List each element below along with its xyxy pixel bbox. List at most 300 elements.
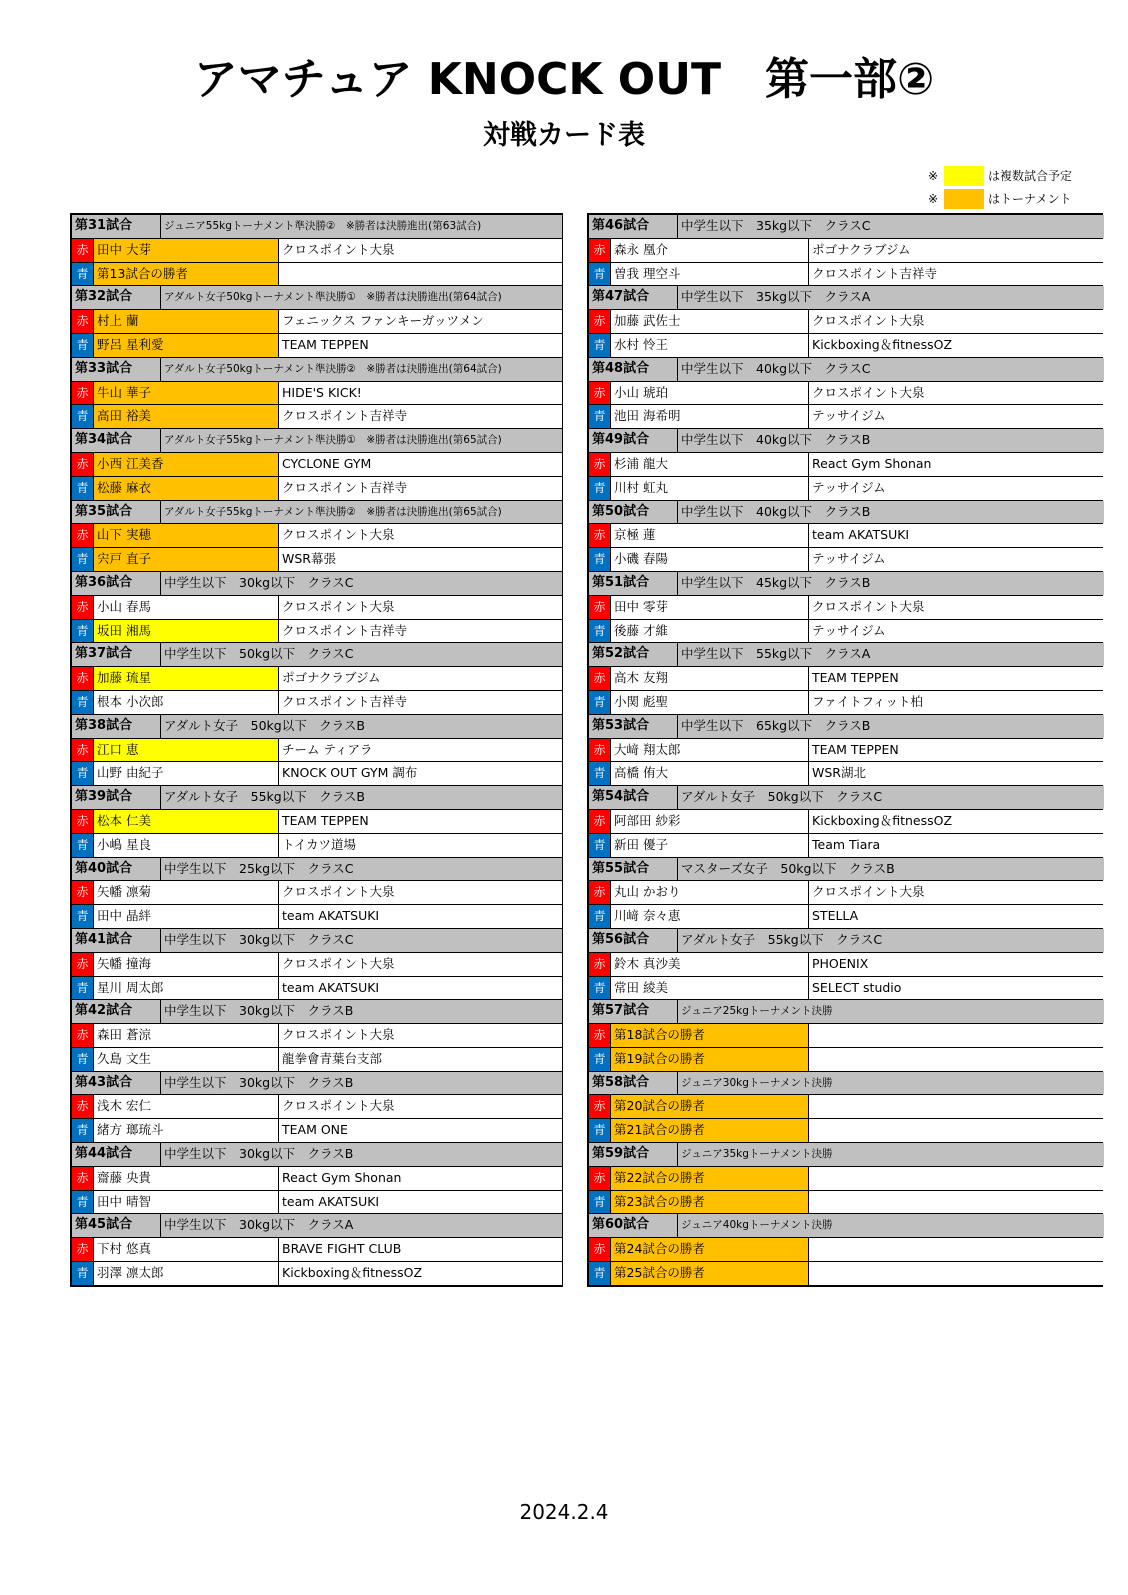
match-number: 第52試合	[589, 643, 677, 666]
fighter-name: 松藤 麻衣	[97, 479, 151, 495]
fighter-name: 第20試合の勝者	[614, 1098, 705, 1114]
fighter-gym: Kickboxing＆fitnessOZ	[809, 810, 1104, 833]
fighter-name: 久島 文生	[97, 1050, 151, 1066]
red-corner-fighter	[72, 739, 278, 762]
blue-corner-fighter	[72, 691, 278, 714]
match-number: 第36試合	[72, 572, 160, 595]
red-corner-fighter	[589, 239, 808, 262]
match-division: 中学生以下 35kg以下 クラスA	[678, 286, 1104, 309]
fighter-name: 田中 零芽	[614, 598, 668, 614]
red-corner-badge: 赤	[589, 453, 611, 476]
blue-corner-fighter	[589, 1048, 808, 1071]
legend-note-mark: ※	[928, 192, 939, 206]
fighter-name: 星川 周太郎	[97, 979, 164, 995]
match-division: マスターズ女子 50kg以下 クラスB	[678, 858, 1104, 881]
fighter-name: 緒方 瑯琉斗	[97, 1122, 164, 1138]
match-number: 第53試合	[589, 715, 677, 738]
fighter-name: 高木 友翔	[614, 670, 668, 686]
red-corner-fighter	[589, 310, 808, 333]
blue-corner-badge: 青	[589, 1191, 611, 1214]
blue-corner-fighter	[72, 477, 278, 500]
fighter-gym: TEAM TEPPEN	[809, 667, 1104, 690]
match-division: 中学生以下 30kg以下 クラスA	[161, 1214, 562, 1237]
red-corner-fighter	[589, 596, 808, 619]
fighter-name: 川村 虹丸	[614, 479, 668, 495]
red-corner-badge: 赤	[589, 239, 611, 262]
fighter-gym: TEAM TEPPEN	[809, 739, 1104, 762]
match-number: 第49試合	[589, 429, 677, 452]
fighter-gym	[809, 1048, 1104, 1071]
match-number: 第60試合	[589, 1214, 677, 1237]
match-number: 第54試合	[589, 786, 677, 809]
fighter-name: 第13試合の勝者	[97, 265, 188, 281]
red-corner-badge: 赤	[589, 667, 611, 690]
fighter-name: 小磯 春陽	[614, 551, 668, 567]
red-corner-fighter	[72, 1024, 278, 1047]
fighter-name: 池田 海希明	[614, 408, 681, 424]
blue-corner-badge: 青	[72, 1262, 94, 1285]
legend-multi-text: は複数試合予定	[988, 169, 1073, 183]
red-corner-badge: 赤	[72, 810, 94, 833]
blue-corner-fighter	[589, 905, 808, 928]
fighter-gym: クロスポイント吉祥寺	[279, 477, 562, 500]
red-corner-badge: 赤	[589, 382, 611, 405]
fighter-name: 曽我 理空斗	[614, 265, 681, 281]
page-title: アマチュア KNOCK OUT 第一部②	[193, 54, 935, 105]
red-corner-fighter	[589, 1095, 808, 1118]
blue-corner-fighter	[72, 762, 278, 785]
match-division: 中学生以下 30kg以下 クラスC	[161, 572, 562, 595]
match-division: 中学生以下 40kg以下 クラスC	[678, 358, 1104, 381]
fighter-gym: HIDE'S KICK!	[279, 382, 562, 405]
match-number: 第31試合	[72, 215, 160, 238]
fighter-gym: クロスポイント大泉	[809, 382, 1104, 405]
red-corner-fighter	[72, 524, 278, 547]
fighter-gym: TEAM TEPPEN	[279, 334, 562, 357]
fighter-name: 丸山 かおり	[614, 884, 681, 900]
fighter-name: 野呂 星利愛	[97, 336, 164, 352]
match-number: 第41試合	[72, 929, 160, 952]
legend-yellow-swatch	[944, 166, 984, 186]
fighter-gym: クロスポイント大泉	[279, 953, 562, 976]
red-corner-badge: 赤	[589, 596, 611, 619]
blue-corner-fighter	[589, 620, 808, 643]
red-corner-badge: 赤	[589, 881, 611, 904]
fighter-gym: KNOCK OUT GYM 調布	[279, 762, 562, 785]
fighter-name: 小嶋 星良	[97, 836, 151, 852]
match-table-left	[70, 213, 563, 1287]
match-number: 第32試合	[72, 286, 160, 309]
match-number: 第48試合	[589, 358, 677, 381]
blue-corner-fighter	[589, 977, 808, 1000]
match-division: 中学生以下 55kg以下 クラスA	[678, 643, 1104, 666]
match-number: 第43試合	[72, 1072, 160, 1095]
red-corner-fighter	[589, 1167, 808, 1190]
fighter-gym: Kickboxing＆fitnessOZ	[279, 1262, 562, 1285]
match-number: 第38試合	[72, 715, 160, 738]
red-corner-badge: 赤	[72, 382, 94, 405]
match-number: 第46試合	[589, 215, 677, 238]
fighter-name: 常田 綾美	[614, 979, 668, 995]
blue-corner-badge: 青	[589, 691, 611, 714]
red-corner-fighter	[589, 1238, 808, 1261]
red-corner-badge: 赤	[72, 1238, 94, 1261]
blue-corner-fighter	[589, 1262, 808, 1285]
red-corner-fighter	[72, 239, 278, 262]
blue-corner-badge: 青	[72, 762, 94, 785]
match-division: 中学生以下 40kg以下 クラスB	[678, 501, 1104, 524]
fighter-gym: クロスポイント大泉	[809, 881, 1104, 904]
legend-tournament-text: はトーナメント	[988, 192, 1072, 206]
blue-corner-fighter	[72, 977, 278, 1000]
match-number: 第50試合	[589, 501, 677, 524]
blue-corner-badge: 青	[589, 548, 611, 571]
fighter-name: 京極 蓮	[614, 527, 656, 543]
blue-corner-fighter	[72, 1048, 278, 1071]
fighter-name: 山下 実穂	[97, 527, 151, 543]
red-corner-badge: 赤	[589, 1167, 611, 1190]
fighter-gym	[809, 1238, 1104, 1261]
blue-corner-fighter	[589, 1119, 808, 1142]
fighter-gym: クロスポイント大泉	[279, 239, 562, 262]
blue-corner-fighter	[589, 691, 808, 714]
fighter-name: 後藤 才維	[614, 622, 668, 638]
fighter-gym	[809, 1191, 1104, 1214]
fighter-gym: WSR湖北	[809, 762, 1104, 785]
red-corner-badge: 赤	[72, 1167, 94, 1190]
match-division: ジュニア55kgトーナメント準決勝② ※勝者は決勝進出(第63試合)	[161, 215, 562, 238]
match-division: アダルト女子50kgトーナメント準決勝② ※勝者は決勝進出(第64試合)	[161, 358, 562, 381]
fighter-name: 田中 大芽	[97, 241, 151, 257]
fighter-name: 加藤 琉星	[97, 670, 151, 686]
fighter-name: 田中 晴智	[97, 1193, 151, 1209]
legend-orange-swatch	[944, 189, 984, 209]
blue-corner-fighter	[72, 1191, 278, 1214]
match-division: 中学生以下 35kg以下 クラスC	[678, 215, 1104, 238]
blue-corner-fighter	[589, 334, 808, 357]
match-division: 中学生以下 25kg以下 クラスC	[161, 858, 562, 881]
fighter-name: 川﨑 奈々恵	[614, 908, 681, 924]
match-division: 中学生以下 30kg以下 クラスC	[161, 929, 562, 952]
blue-corner-badge: 青	[72, 834, 94, 857]
match-number: 第37試合	[72, 643, 160, 666]
match-division: 中学生以下 50kg以下 クラスC	[161, 643, 562, 666]
red-corner-badge: 赤	[589, 1238, 611, 1261]
fighter-gym	[809, 1024, 1104, 1047]
fighter-gym: チーム ティアラ	[279, 739, 562, 762]
match-number: 第56試合	[589, 929, 677, 952]
red-corner-badge: 赤	[589, 810, 611, 833]
fighter-name: 松本 仁美	[97, 812, 151, 828]
fighter-gym: クロスポイント大泉	[279, 1095, 562, 1118]
fighter-name: 大﨑 翔太郎	[614, 741, 681, 757]
fighter-gym: PHOENIX	[809, 953, 1104, 976]
red-corner-fighter	[72, 453, 278, 476]
match-division: アダルト女子55kgトーナメント準決勝① ※勝者は決勝進出(第65試合)	[161, 429, 562, 452]
fighter-name: 加藤 武佐士	[614, 313, 681, 329]
red-corner-badge: 赤	[589, 310, 611, 333]
red-corner-fighter	[589, 739, 808, 762]
blue-corner-badge: 青	[589, 1048, 611, 1071]
blue-corner-fighter	[72, 834, 278, 857]
red-corner-badge: 赤	[589, 1095, 611, 1118]
fighter-gym: クロスポイント吉祥寺	[279, 691, 562, 714]
blue-corner-badge: 青	[72, 905, 94, 928]
match-number: 第40試合	[72, 858, 160, 881]
match-division: 中学生以下 40kg以下 クラスB	[678, 429, 1104, 452]
blue-corner-badge: 青	[589, 620, 611, 643]
match-division: 中学生以下 65kg以下 クラスB	[678, 715, 1104, 738]
match-division: アダルト女子 50kg以下 クラスC	[678, 786, 1104, 809]
fighter-name: 第19試合の勝者	[614, 1050, 705, 1066]
fighter-gym	[279, 263, 562, 286]
fighter-name: 矢幡 凛菊	[97, 884, 151, 900]
fighter-gym: 龍拳會青葉台支部	[279, 1048, 562, 1071]
blue-corner-badge: 青	[72, 1119, 94, 1142]
fighter-gym: team AKATSUKI	[279, 1191, 562, 1214]
red-corner-fighter	[589, 453, 808, 476]
fighter-gym: クロスポイント大泉	[809, 310, 1104, 333]
fighter-name: 江口 恵	[97, 741, 139, 757]
blue-corner-fighter	[72, 620, 278, 643]
blue-corner-fighter	[72, 905, 278, 928]
fighter-name: 牛山 華子	[97, 384, 151, 400]
blue-corner-badge: 青	[589, 334, 611, 357]
blue-corner-badge: 青	[589, 1119, 611, 1142]
red-corner-badge: 赤	[72, 310, 94, 333]
red-corner-badge: 赤	[72, 953, 94, 976]
blue-corner-badge: 青	[72, 1048, 94, 1071]
red-corner-fighter	[72, 1238, 278, 1261]
match-number: 第42試合	[72, 1000, 160, 1023]
fighter-name: 浅木 宏仁	[97, 1098, 151, 1114]
blue-corner-fighter	[589, 477, 808, 500]
blue-corner-badge: 青	[589, 905, 611, 928]
fighter-gym: テッサイジム	[809, 620, 1104, 643]
fighter-gym: team AKATSUKI	[279, 977, 562, 1000]
blue-corner-badge: 青	[589, 477, 611, 500]
blue-corner-badge: 青	[589, 405, 611, 428]
fighter-name: 新田 優子	[614, 836, 668, 852]
match-number: 第58試合	[589, 1072, 677, 1095]
blue-corner-fighter	[72, 1119, 278, 1142]
red-corner-badge: 赤	[589, 1024, 611, 1047]
blue-corner-fighter	[72, 1262, 278, 1285]
blue-corner-badge: 青	[589, 977, 611, 1000]
fighter-name: 宍戸 直子	[97, 551, 151, 567]
fighter-gym: TEAM ONE	[279, 1119, 562, 1142]
match-division: アダルト女子50kgトーナメント準決勝① ※勝者は決勝進出(第64試合)	[161, 286, 562, 309]
match-number: 第51試合	[589, 572, 677, 595]
fighter-gym: React Gym Shonan	[279, 1167, 562, 1190]
fighter-gym: Team Tiara	[809, 834, 1104, 857]
fighter-name: 小西 江美香	[97, 455, 164, 471]
match-table-right	[587, 213, 1103, 1287]
red-corner-badge: 赤	[72, 1095, 94, 1118]
fighter-name: 第24試合の勝者	[614, 1241, 705, 1257]
blue-corner-fighter	[72, 405, 278, 428]
page-subtitle: 対戦カード表	[483, 120, 645, 151]
match-division: 中学生以下 30kg以下 クラスB	[161, 1000, 562, 1023]
fighter-gym: CYCLONE GYM	[279, 453, 562, 476]
fighter-gym	[809, 1262, 1104, 1285]
fighter-name: 第23試合の勝者	[614, 1193, 705, 1209]
fighter-name: 第18試合の勝者	[614, 1027, 705, 1043]
fighter-name: 杉浦 龍大	[614, 455, 668, 471]
fighter-name: 矢幡 撞海	[97, 955, 151, 971]
blue-corner-badge: 青	[72, 405, 94, 428]
fighter-gym: テッサイジム	[809, 548, 1104, 571]
red-corner-fighter	[72, 310, 278, 333]
match-number: 第45試合	[72, 1214, 160, 1237]
blue-corner-fighter	[589, 1191, 808, 1214]
event-date: 2024.2.4	[519, 1500, 609, 1524]
fighter-gym: React Gym Shonan	[809, 453, 1104, 476]
match-division: アダルト女子 55kg以下 クラスC	[678, 929, 1104, 952]
red-corner-badge: 赤	[72, 239, 94, 262]
fighter-gym: STELLA	[809, 905, 1104, 928]
red-corner-badge: 赤	[72, 1024, 94, 1047]
red-corner-fighter	[589, 1024, 808, 1047]
red-corner-badge: 赤	[72, 739, 94, 762]
red-corner-fighter	[589, 382, 808, 405]
match-division: 中学生以下 30kg以下 クラスB	[161, 1072, 562, 1095]
match-division: ジュニア35kgトーナメント決勝	[678, 1143, 1104, 1166]
fighter-gym: ファイトフィット柏	[809, 691, 1104, 714]
fighter-gym: Kickboxing＆fitnessOZ	[809, 334, 1104, 357]
fighter-name: 阿部田 紗彩	[614, 812, 681, 828]
fighter-name: 森永 凰介	[614, 241, 668, 257]
fighter-gym: クロスポイント大泉	[809, 596, 1104, 619]
red-corner-badge: 赤	[72, 881, 94, 904]
match-number: 第47試合	[589, 286, 677, 309]
fighter-name: 下村 悠真	[97, 1241, 151, 1257]
fighter-gym: テッサイジム	[809, 477, 1104, 500]
fighter-name: 根本 小次郎	[97, 693, 164, 709]
fighter-name: 第25試合の勝者	[614, 1265, 705, 1281]
match-number: 第35試合	[72, 501, 160, 524]
fighter-gym: WSR幕張	[279, 548, 562, 571]
fighter-gym: トイカツ道場	[279, 834, 562, 857]
match-division: アダルト女子 55kg以下 クラスB	[161, 786, 562, 809]
red-corner-fighter	[72, 596, 278, 619]
fighter-name: 小山 琥珀	[614, 384, 668, 400]
blue-corner-badge: 青	[589, 263, 611, 286]
blue-corner-fighter	[589, 263, 808, 286]
red-corner-badge: 赤	[589, 524, 611, 547]
match-number: 第59試合	[589, 1143, 677, 1166]
fighter-name: 齋藤 央貴	[97, 1169, 151, 1185]
fighter-name: 坂田 湘馬	[97, 622, 151, 638]
fighter-gym: クロスポイント大泉	[279, 596, 562, 619]
match-number: 第33試合	[72, 358, 160, 381]
red-corner-fighter	[589, 953, 808, 976]
match-division: ジュニア25kgトーナメント決勝	[678, 1000, 1104, 1023]
fighter-gym: フェニックス ファンキーガッツメン	[279, 310, 562, 333]
fighter-name: 第22試合の勝者	[614, 1169, 705, 1185]
blue-corner-badge: 青	[72, 977, 94, 1000]
red-corner-fighter	[72, 1167, 278, 1190]
fighter-gym: クロスポイント大泉	[279, 1024, 562, 1047]
red-corner-badge: 赤	[72, 524, 94, 547]
match-number: 第39試合	[72, 786, 160, 809]
fighter-name: 森田 蒼涼	[97, 1027, 151, 1043]
blue-corner-badge: 青	[72, 477, 94, 500]
blue-corner-badge: 青	[72, 334, 94, 357]
red-corner-badge: 赤	[72, 596, 94, 619]
fighter-gym: BRAVE FIGHT CLUB	[279, 1238, 562, 1261]
match-number: 第55試合	[589, 858, 677, 881]
fighter-name: 高橋 侑大	[614, 765, 668, 781]
fighter-gym: TEAM TEPPEN	[279, 810, 562, 833]
fighter-gym	[809, 1167, 1104, 1190]
fighter-name: 村上 蘭	[97, 313, 139, 329]
match-division: ジュニア40kgトーナメント決勝	[678, 1214, 1104, 1237]
red-corner-fighter	[72, 953, 278, 976]
match-division: 中学生以下 30kg以下 クラスB	[161, 1143, 562, 1166]
match-number: 第44試合	[72, 1143, 160, 1166]
fighter-name: 高田 裕美	[97, 408, 151, 424]
red-corner-fighter	[72, 1095, 278, 1118]
red-corner-badge: 赤	[589, 739, 611, 762]
fighter-gym: SELECT studio	[809, 977, 1104, 1000]
red-corner-fighter	[72, 881, 278, 904]
red-corner-badge: 赤	[589, 953, 611, 976]
fighter-gym: team AKATSUKI	[279, 905, 562, 928]
fighter-name: 羽澤 凛太郎	[97, 1265, 164, 1281]
fighter-gym: テッサイジム	[809, 405, 1104, 428]
red-corner-fighter	[72, 667, 278, 690]
red-corner-fighter	[72, 810, 278, 833]
red-corner-badge: 赤	[72, 453, 94, 476]
blue-corner-badge: 青	[72, 1191, 94, 1214]
match-division: アダルト女子55kgトーナメント準決勝② ※勝者は決勝進出(第65試合)	[161, 501, 562, 524]
match-number: 第57試合	[589, 1000, 677, 1023]
fighter-name: 小山 春馬	[97, 598, 151, 614]
blue-corner-badge: 青	[72, 691, 94, 714]
blue-corner-fighter	[589, 762, 808, 785]
fighter-gym: クロスポイント大泉	[279, 524, 562, 547]
red-corner-fighter	[589, 810, 808, 833]
red-corner-fighter	[589, 524, 808, 547]
blue-corner-fighter	[72, 334, 278, 357]
fighter-name: 小関 彪聖	[614, 693, 668, 709]
fighter-name: 鈴木 真沙美	[614, 955, 681, 971]
fighter-gym	[809, 1095, 1104, 1118]
fighter-gym	[809, 1119, 1104, 1142]
red-corner-badge: 赤	[72, 667, 94, 690]
fighter-gym: クロスポイント吉祥寺	[279, 620, 562, 643]
blue-corner-badge: 青	[72, 620, 94, 643]
fighter-gym: クロスポイント吉祥寺	[809, 263, 1104, 286]
red-corner-fighter	[589, 881, 808, 904]
blue-corner-badge: 青	[72, 263, 94, 286]
blue-corner-fighter	[589, 834, 808, 857]
blue-corner-fighter	[72, 263, 278, 286]
blue-corner-badge: 青	[589, 762, 611, 785]
fighter-gym: ポゴナクラブジム	[279, 667, 562, 690]
fighter-gym: ポゴナクラブジム	[809, 239, 1104, 262]
fighter-name: 山野 由紀子	[97, 765, 164, 781]
red-corner-fighter	[72, 382, 278, 405]
red-corner-fighter	[589, 667, 808, 690]
legend-note-mark: ※	[928, 169, 939, 183]
blue-corner-badge: 青	[72, 548, 94, 571]
fighter-name: 水村 怜王	[614, 336, 668, 352]
fighter-name: 第21試合の勝者	[614, 1122, 705, 1138]
match-division: アダルト女子 50kg以下 クラスB	[161, 715, 562, 738]
blue-corner-fighter	[72, 548, 278, 571]
